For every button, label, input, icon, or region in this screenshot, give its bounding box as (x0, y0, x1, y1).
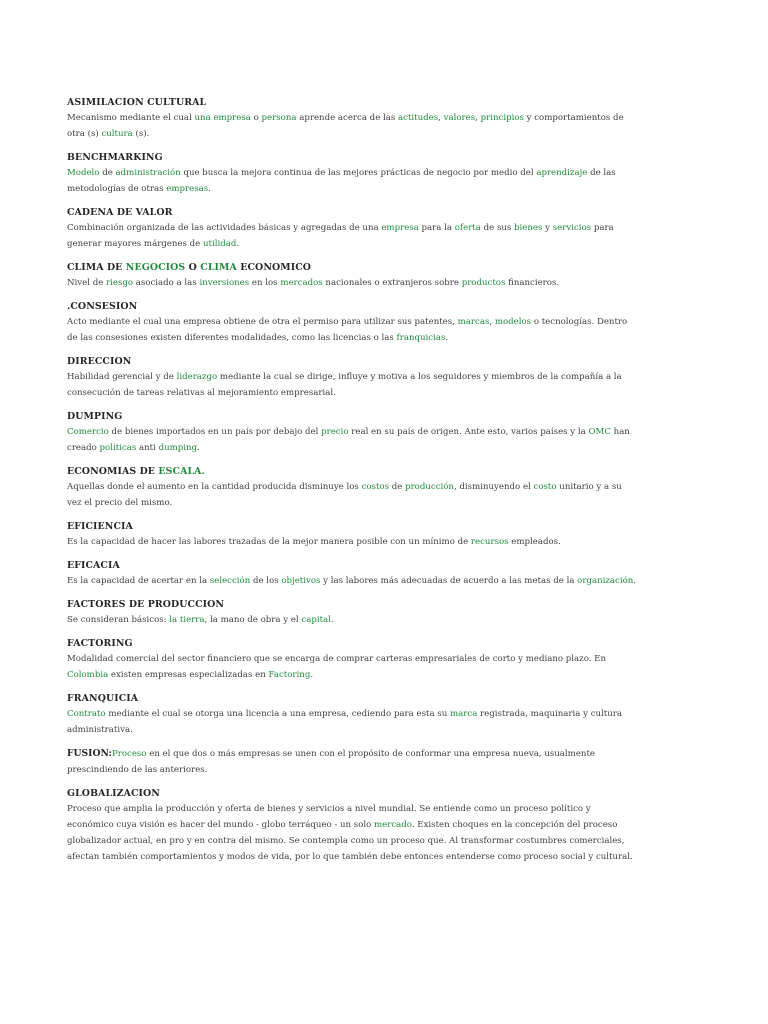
term-link-inversiones[interactable]: inversiones (199, 278, 250, 288)
glossary-definition (67, 314, 637, 346)
glossary-term-heading (67, 519, 637, 534)
term-link-administracion[interactable]: administración (115, 168, 181, 178)
text-segment: . Existen choques en la concepción del proceso globalizador actual, en pro y en contra del mismo. Se contempla como un proceso que. Al transformar costumbres comerciales, afectan también comportamientos y modos de vida, por lo que también debe entonces entenderse como proceso social y cultural. (67, 820, 633, 862)
text-segment: Combinación organizada de las actividades básicas y agregadas de una (67, 223, 382, 233)
glossary-entry (67, 409, 637, 456)
text-segment: Nivel de (67, 278, 107, 288)
glossary-term-heading (67, 95, 637, 110)
text-segment: . (310, 670, 314, 680)
text-segment: , la mano de obra y el (204, 615, 302, 625)
text-segment: mediante el cual se otorga una licencia a una empresa, cediendo para esta su (105, 709, 450, 719)
text-segment: existen empresas especializadas en (108, 670, 269, 680)
text-segment: que busca la mejora continua de las mejores prácticas de negocio por medio del (180, 168, 537, 178)
term-link-omc[interactable]: OMC (588, 427, 611, 437)
term-link-proceso[interactable]: Proceso (111, 749, 147, 759)
term-link-oferta[interactable]: oferta (454, 223, 481, 233)
glossary-entry (67, 464, 637, 511)
term-link-produccion[interactable]: producción (405, 482, 454, 492)
glossary-entry (67, 558, 637, 589)
glossary-term-heading (67, 558, 637, 573)
text-segment: anti (136, 443, 159, 453)
text-segment: FACTORES DE PRODUCCION (67, 599, 225, 610)
text-segment: Es la capacidad de hacer las labores trazadas de la mejor manera posible con un mínimo de (67, 537, 471, 547)
term-link-productos[interactable]: productos (461, 278, 506, 288)
term-link-la-tierra[interactable]: la tierra (169, 615, 205, 625)
text-segment: .CONSESION (67, 301, 138, 312)
glossary-term-heading (67, 299, 637, 314)
text-segment: de (389, 482, 406, 492)
text-segment: , (489, 317, 495, 327)
text-segment: Aquellas donde el aumento en la cantidad producida disminuye los (67, 482, 362, 492)
text-segment: en los (249, 278, 281, 288)
inline-term-heading: FUSION: (67, 748, 112, 759)
glossary-definition (67, 534, 637, 550)
term-link-franquicias[interactable]: franquicias (396, 333, 446, 343)
text-segment: O (185, 262, 201, 273)
term-link-marcas[interactable]: marcas (457, 317, 490, 327)
term-link-cultura[interactable]: cultura (101, 129, 133, 139)
term-link-seleccion[interactable]: selección (209, 576, 251, 586)
glossary-entry (67, 205, 637, 252)
glossary-entry (67, 746, 637, 778)
term-link-capital[interactable]: capital (301, 615, 331, 625)
text-segment: financieros. (505, 278, 560, 288)
text-segment: DUMPING (67, 411, 123, 422)
glossary-entry (67, 786, 637, 865)
text-segment: GLOBALIZACION (67, 788, 160, 799)
glossary-term-heading (67, 205, 637, 220)
glossary-entry (67, 299, 637, 346)
term-link-empresas[interactable]: empresas (166, 184, 209, 194)
text-segment: o (250, 113, 262, 123)
term-link-precio[interactable]: precio (321, 427, 349, 437)
term-link-persona[interactable]: persona (261, 113, 297, 123)
text-segment: ECONOMICO (236, 262, 312, 273)
term-link-objetivos[interactable]: objetivos (281, 576, 321, 586)
text-segment: aprende acerca de las (296, 113, 399, 123)
term-link-empresa[interactable]: empresa (381, 223, 419, 233)
glossary-document (67, 95, 637, 873)
glossary-entry (67, 354, 637, 401)
term-link-marca[interactable]: marca (450, 709, 478, 719)
text-segment: empleados. (508, 537, 561, 547)
text-segment: Acto mediante el cual una empresa obtiene de otra el permiso para utilizar sus patentes, (67, 317, 458, 327)
glossary-definition (67, 220, 637, 252)
text-segment: . (445, 333, 449, 343)
text-segment: de los (250, 576, 282, 586)
term-link-valores[interactable]: valores (443, 113, 476, 123)
glossary-term-heading (67, 150, 637, 165)
term-link-politicas[interactable]: políticas (99, 443, 137, 453)
text-segment: nacionales o extranjeros sobre (322, 278, 462, 288)
term-link-escala[interactable]: ESCALA. (158, 466, 205, 477)
glossary-entry (67, 519, 637, 550)
text-segment: de bienes importados en un país por debajo del (108, 427, 322, 437)
text-segment: de sus (480, 223, 515, 233)
glossary-definition (67, 369, 637, 401)
glossary-term-heading (67, 691, 637, 706)
term-link-liderazgo[interactable]: liderazgo (176, 372, 218, 382)
term-link-mercados[interactable]: mercados (280, 278, 323, 288)
text-segment: y las labores más adecuadas de acuerdo a las metas de la (320, 576, 578, 586)
glossary-entry (67, 95, 637, 142)
text-segment: . (633, 576, 637, 586)
glossary-entry (67, 691, 637, 738)
term-link-recursos[interactable]: recursos (470, 537, 509, 547)
text-segment: Se consideran básicos: (67, 615, 170, 625)
text-segment: BENCHMARKING (67, 152, 163, 163)
glossary-term-heading (67, 464, 637, 479)
term-link-principios[interactable]: principios (480, 113, 524, 123)
glossary-term-heading (67, 636, 637, 651)
text-segment: mediante la cual se dirige, influye y motiva a los seguidores y miembros de la compañía a la consecución de tareas relativas al mejoramiento empresarial. (67, 372, 622, 398)
glossary-entry (67, 636, 637, 683)
glossary-definition (67, 612, 637, 628)
glossary-term-heading (67, 354, 637, 369)
text-segment: Proceso que amplia la producción y oferta de bienes y servicios a nivel mundial. Se entiende como un proceso político y económico cuya visión es hacer del mundo - globo terráqueo - un solo (67, 804, 591, 830)
term-link-costo[interactable]: costo (533, 482, 557, 492)
text-segment: Mecanismo mediante el cual (67, 113, 195, 123)
term-link-comercio[interactable]: Comercio (67, 427, 109, 437)
glossary-definition (67, 110, 637, 142)
glossary-term-heading (67, 597, 637, 612)
term-link-modelos[interactable]: modelos (494, 317, 532, 327)
glossary-term-heading (67, 260, 637, 275)
term-link-actitudes[interactable]: actitudes (398, 113, 439, 123)
text-segment: real en su país de origen. Ante esto, varios países y la (348, 427, 589, 437)
glossary-definition (67, 746, 637, 778)
term-link-mercado[interactable]: mercado (374, 820, 412, 830)
term-link-servicios[interactable]: servicios (552, 223, 592, 233)
glossary-definition (67, 651, 637, 683)
term-link-dumping[interactable]: dumping (158, 443, 198, 453)
glossary-definition (67, 573, 637, 589)
term-link-riesgo[interactable]: riesgo (106, 278, 134, 288)
text-segment: . (197, 443, 200, 453)
text-segment: CADENA DE VALOR (67, 207, 173, 218)
text-segment: , (438, 113, 444, 123)
text-segment: de las metodologías de otras (67, 168, 616, 194)
text-segment: Es la capacidad de acertar en la (67, 576, 210, 586)
text-segment: DIRECCION (67, 356, 132, 367)
text-segment: para generar mayores márgenes de (67, 223, 614, 249)
term-link-organizacion[interactable]: organización (577, 576, 634, 586)
glossary-definition (67, 275, 637, 291)
text-segment: o tecnologías. Dentro de las consesiones existen diferentes modalidades, como las licencias o las (67, 317, 628, 343)
term-link-utilidad[interactable]: utilidad (202, 239, 237, 249)
text-segment: asociado a las (133, 278, 200, 288)
term-link-colombia[interactable]: Colombia (67, 670, 109, 680)
text-segment: . (236, 239, 240, 249)
text-segment: han creado (67, 427, 630, 453)
text-segment: Modalidad comercial del sector financiero que se encarga de comprar carteras empresariales de corto y mediano plazo. En (67, 654, 606, 664)
term-link-contrato[interactable]: Contrato (67, 709, 106, 719)
text-segment: ECONOMIAS DE (67, 466, 159, 477)
term-link-aprendizaje[interactable]: aprendizaje (536, 168, 588, 178)
text-segment: y (542, 223, 553, 233)
text-segment: CLIMA DE (67, 262, 126, 273)
text-segment: . (208, 184, 211, 194)
text-segment: y comportamientos de otra (s) (67, 113, 624, 139)
glossary-definition (67, 706, 637, 738)
glossary-term-heading (67, 409, 637, 424)
text-segment: , disminuyendo el (453, 482, 534, 492)
text-segment: FACTORING (67, 638, 133, 649)
term-link-una-empresa[interactable]: una empresa (194, 113, 251, 123)
glossary-definition (67, 479, 637, 511)
glossary-term-heading (67, 786, 637, 801)
term-link-modelo[interactable]: Modelo (67, 168, 100, 178)
text-segment: registrada, maquinaria y cultura administrativa. (67, 709, 623, 735)
text-segment: EFICIENCIA (67, 521, 133, 532)
text-segment: EFICACIA (67, 560, 120, 571)
glossary-definition (67, 801, 637, 865)
text-segment: en el que dos o más empresas se unen con el propósito de conformar una empresa nueva, usualmente prescindiendo de las anteriores. (67, 749, 595, 775)
text-segment: unitario y a su vez el precio del mismo. (67, 482, 622, 508)
term-link-clima[interactable]: CLIMA (200, 262, 237, 273)
term-link-negocios[interactable]: NEGOCIOS (125, 262, 186, 273)
term-link-factoring[interactable]: Factoring (268, 670, 311, 680)
text-segment: ASIMILACION CULTURAL (67, 97, 207, 108)
text-segment: , (475, 113, 481, 123)
glossary-entry (67, 597, 637, 628)
glossary-definition (67, 165, 637, 197)
glossary-entry (67, 260, 637, 291)
text-segment: para la (418, 223, 455, 233)
term-link-bienes[interactable]: bienes (514, 223, 543, 233)
glossary-entry (67, 150, 637, 197)
text-segment: . (330, 615, 334, 625)
text-segment: FRANQUICIA (67, 693, 139, 704)
glossary-definition (67, 424, 637, 456)
term-link-costos[interactable]: costos (361, 482, 389, 492)
text-segment: Habilidad gerencial y de (67, 372, 177, 382)
text-segment: de (99, 168, 116, 178)
text-segment: (s). (132, 129, 150, 139)
